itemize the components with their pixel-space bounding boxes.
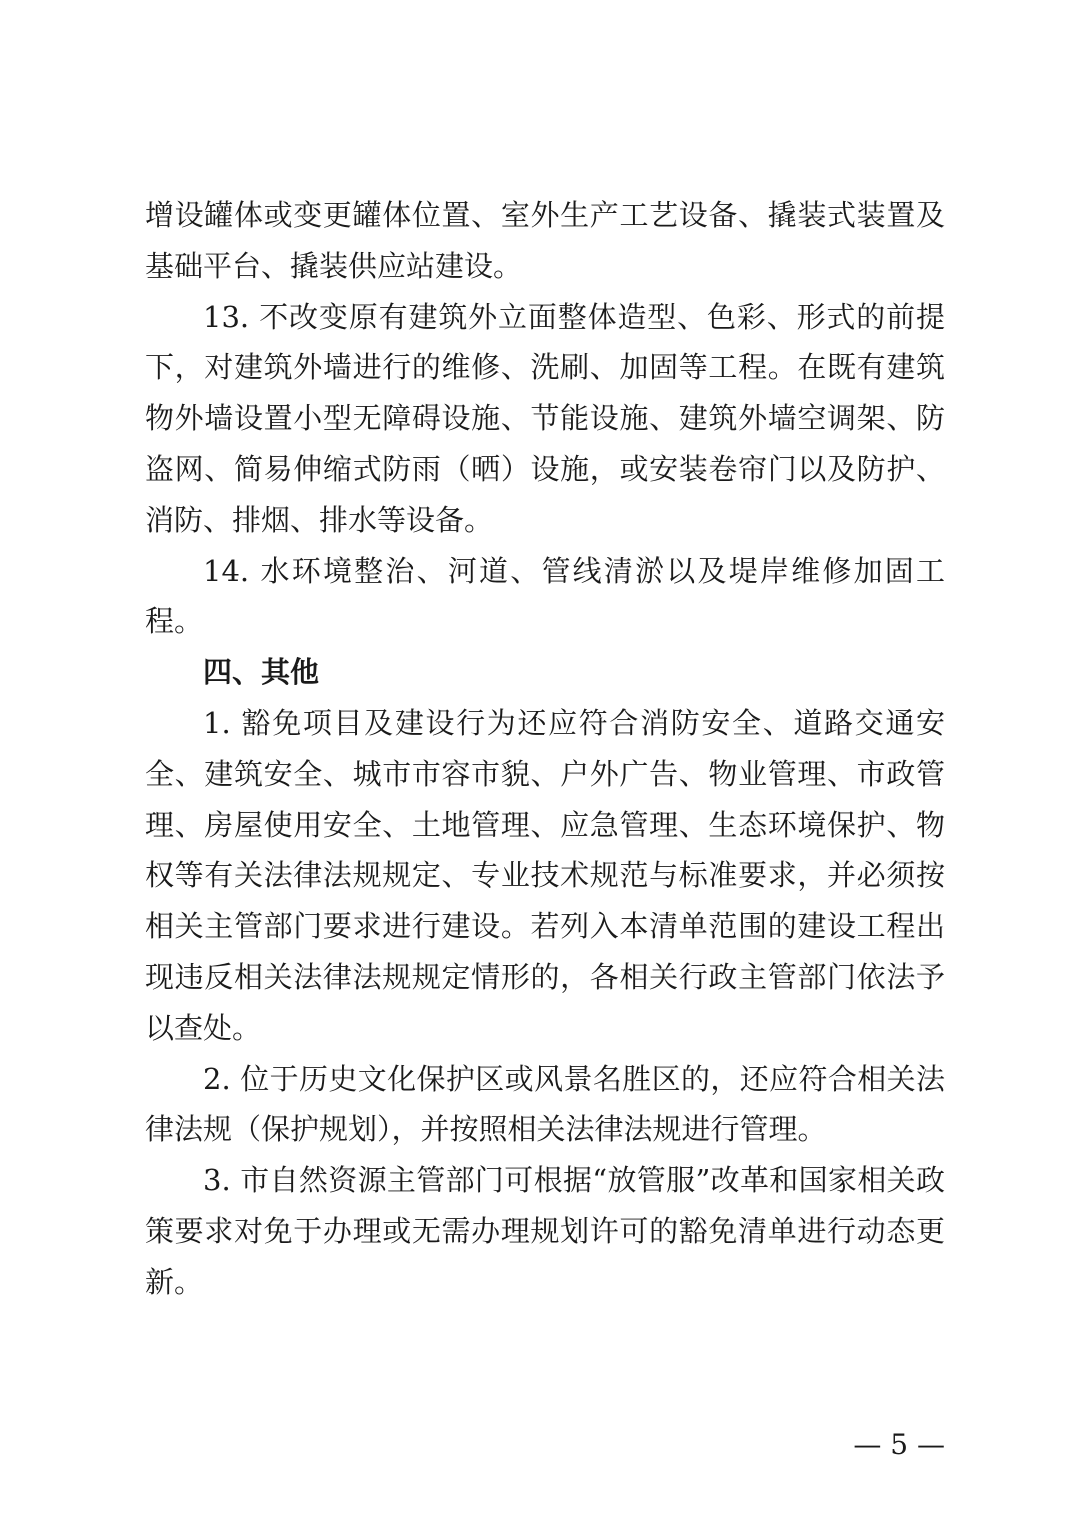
document-body bbox=[145, 190, 945, 1308]
paragraph-item-14: 14. 水环境整治、河道、管线清淤以及堤岸维修加固工程。 bbox=[145, 553, 945, 639]
paragraph-continuation: 增设罐体或变更罐体位置、室外生产工艺设备、撬装式装置及基础平台、撬装供应站建设。 bbox=[145, 198, 945, 283]
paragraph-other-3: 3. 市自然资源主管部门可根据“放管服”改革和国家相关政策要求对免于办理或无需办理规划许可的豁免清单进行动态更新。 bbox=[145, 1163, 945, 1299]
section-heading-other: 四、其他 bbox=[203, 655, 320, 690]
page-number: — 5 — bbox=[853, 1428, 945, 1461]
paragraph-item-13: 13. 不改变原有建筑外立面整体造型、色彩、形式的前提下，对建筑外墙进行的维修、洗刷、加固等工程。在既有建筑物外墙设置小型无障碍设施、节能设施、建筑外墙空调架、防盗网、简易伸缩式防雨（晒）设施，或安装卷帘门以及防护、消防、排烟、排水等设备。 bbox=[145, 299, 945, 537]
paragraph-other-2: 2. 位于历史文化保护区或风景名胜区的，还应符合相关法律法规（保护规划），并按照相关法律法规进行管理。 bbox=[145, 1061, 945, 1147]
paragraph-other-1: 1. 豁免项目及建设行为还应符合消防安全、道路交通安全、建筑安全、城市市容市貌、户外广告、物业管理、市政管理、房屋使用安全、土地管理、应急管理、生态环境保护、物权等有关法律法规规定、专业技术规范与标准要求，并必须按相关主管部门要求进行建设。若列入本清单范围的建设工程出现违反相关法律法规规定情形的，各相关行政主管部门依法予以查处。 bbox=[145, 705, 945, 1045]
